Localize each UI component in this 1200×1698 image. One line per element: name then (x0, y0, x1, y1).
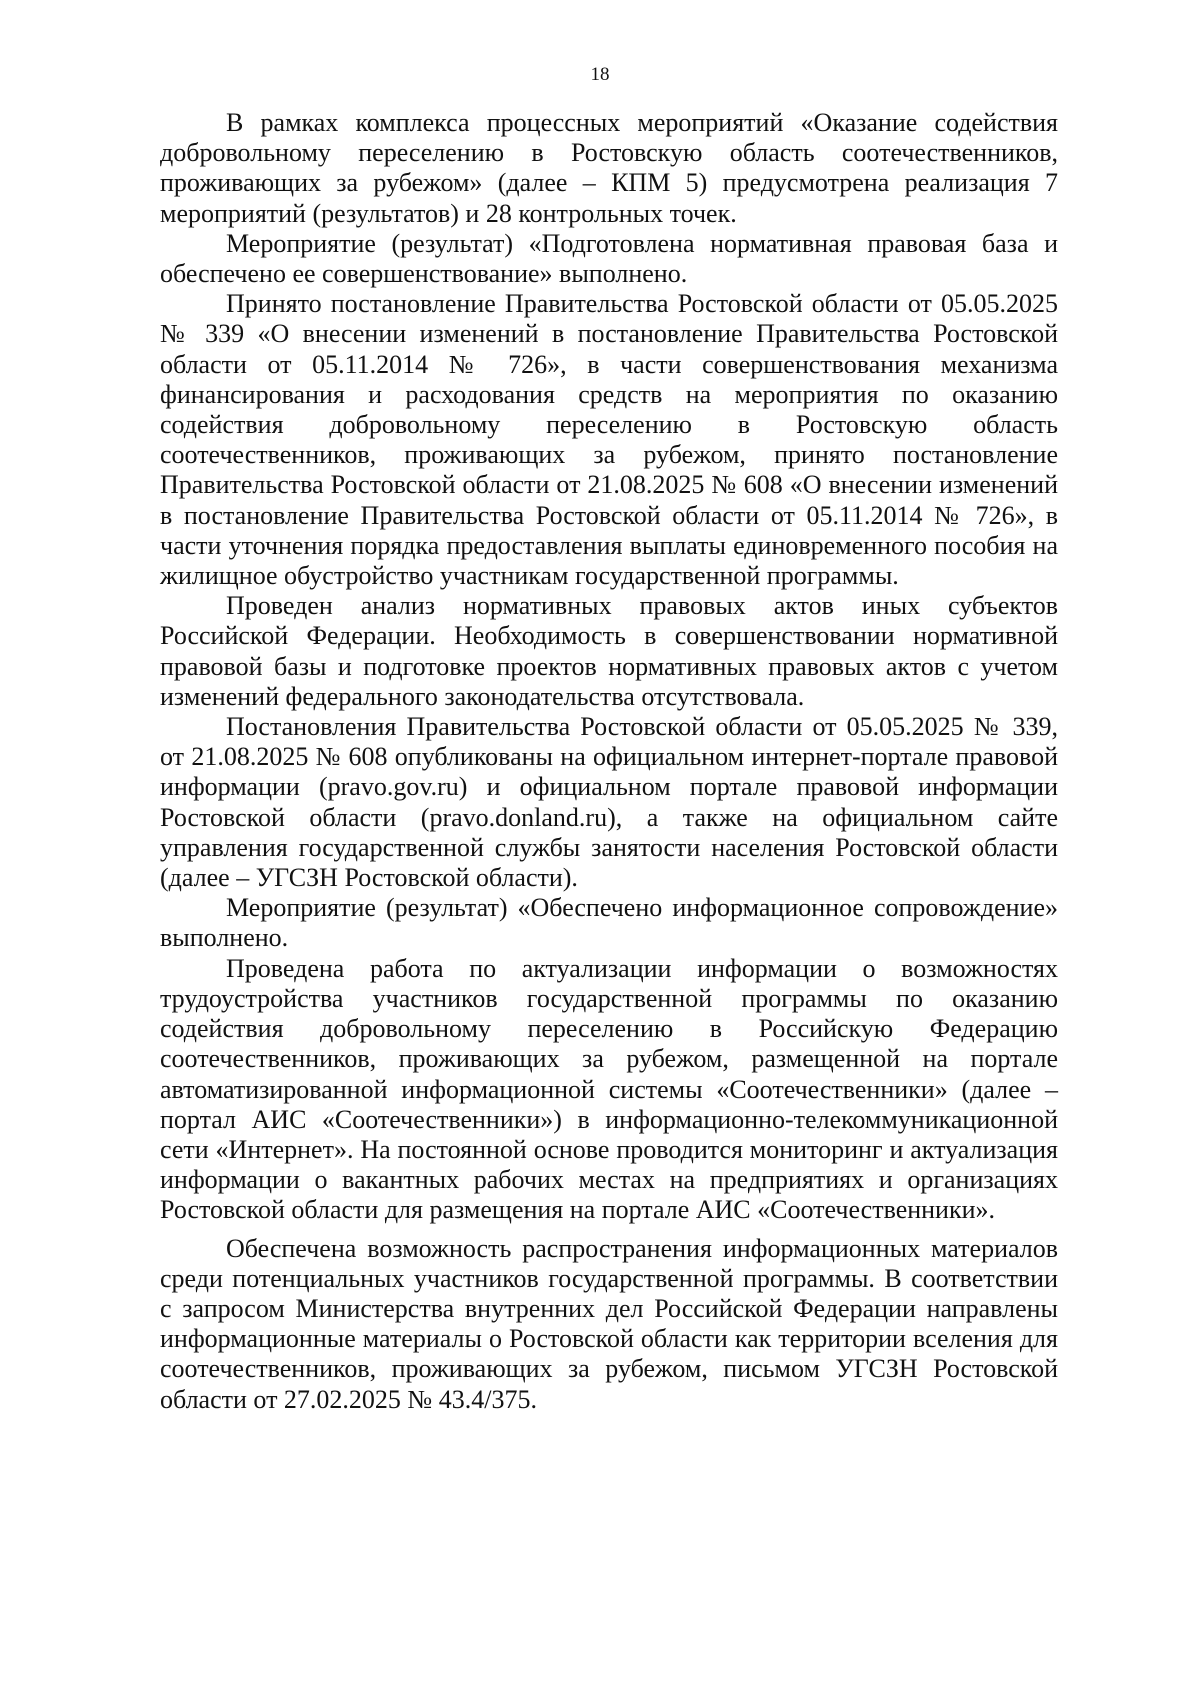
paragraph-kpm5-intro: В рамках комплекса процессных мероприятий «Оказание содействия добровольному переселению в Ростовскую область соотечественников, проживающих за рубежом» (далее – КПМ 5) предусмотрена реализация 7 мероприятий (результатов) и 28 контрольных точек. (160, 108, 1058, 228)
paragraph-legal-analysis: Проведен анализ нормативных правовых актов иных субъектов Российской Федерации. Необходимость в совершенствовании нормативной правовой базы и подготовке проектов нормативных правовых актов с учетом изменений федерального законодательства отсутствовала. (160, 591, 1058, 711)
paragraph-resolutions-adopted: Принято постановление Правительства Ростовской области от 05.05.2025 № 339 «О внесении изменений в постановление Правительства Ростовской области от 05.11.2014 № 726», в части совершенствования механизма финансирования и расходования средств на мероприятия по оказанию содействия добровольному переселению в Ростовскую область соотечественников, проживающих за рубежом, принято постановление Правительства Ростовской области от 21.08.2025 № 608 «О внесении изменений в постановление Правительства Ростовской области от 05.11.2014 № 726», в части уточнения порядка предоставления выплаты единовременного пособия на жилищное обустройство участникам государственной программы. (160, 289, 1058, 591)
paragraph-publication: Постановления Правительства Ростовской области от 05.05.2025 № 339, от 21.08.2025 № 608 опубликованы на официальном интернет-портале правовой информации (pravo.gov.ru) и официальном портале правовой информации Ростовской области (pravo.donland.ru), а также на официальном сайте управления государственной службы занятости населения Ростовской области (далее – УГСЗН Ростовской области). (160, 712, 1058, 893)
paragraph-legal-base-result: Мероприятие (результат) «Подготовлена нормативная правовая база и обеспечено ее совершенствование» выполнено. (160, 228, 1058, 289)
paragraph-info-support-result: Мероприятие (результат) «Обеспечено информационное сопровождение» выполнено. (160, 893, 1058, 953)
document-body (160, 108, 1058, 1415)
paragraph-info-materials: Обеспечена возможность распространения информационных материалов среди потенциальных участников государственной программы. В соответствии с запросом Министерства внутренних дел Российской Федерации направлены информационные материалы о Ростовской области как территории вселения для соотечественников, проживающих за рубежом, письмом УГСЗН Ростовской области от 27.02.2025 № 43.4/375. (160, 1233, 1058, 1414)
paragraph-employment-info: Проведена работа по актуализации информации о возможностях трудоустройства участников государственной программы по оказанию содействия добровольному переселению в Российскую Федерацию соотечественников, проживающих за рубежом, размещенной на портале автоматизированной информационной системы «Соотечественники» (далее – портал АИС «Соотечественники») в информационно-телекоммуникационной сети «Интернет». На постоянной основе проводится мониторинг и актуализация информации о вакантных рабочих местах на предприятиях и организациях Ростовской области для размещения на портале АИС «Соотечественники». (160, 953, 1058, 1225)
page-number: 18 (590, 64, 610, 85)
